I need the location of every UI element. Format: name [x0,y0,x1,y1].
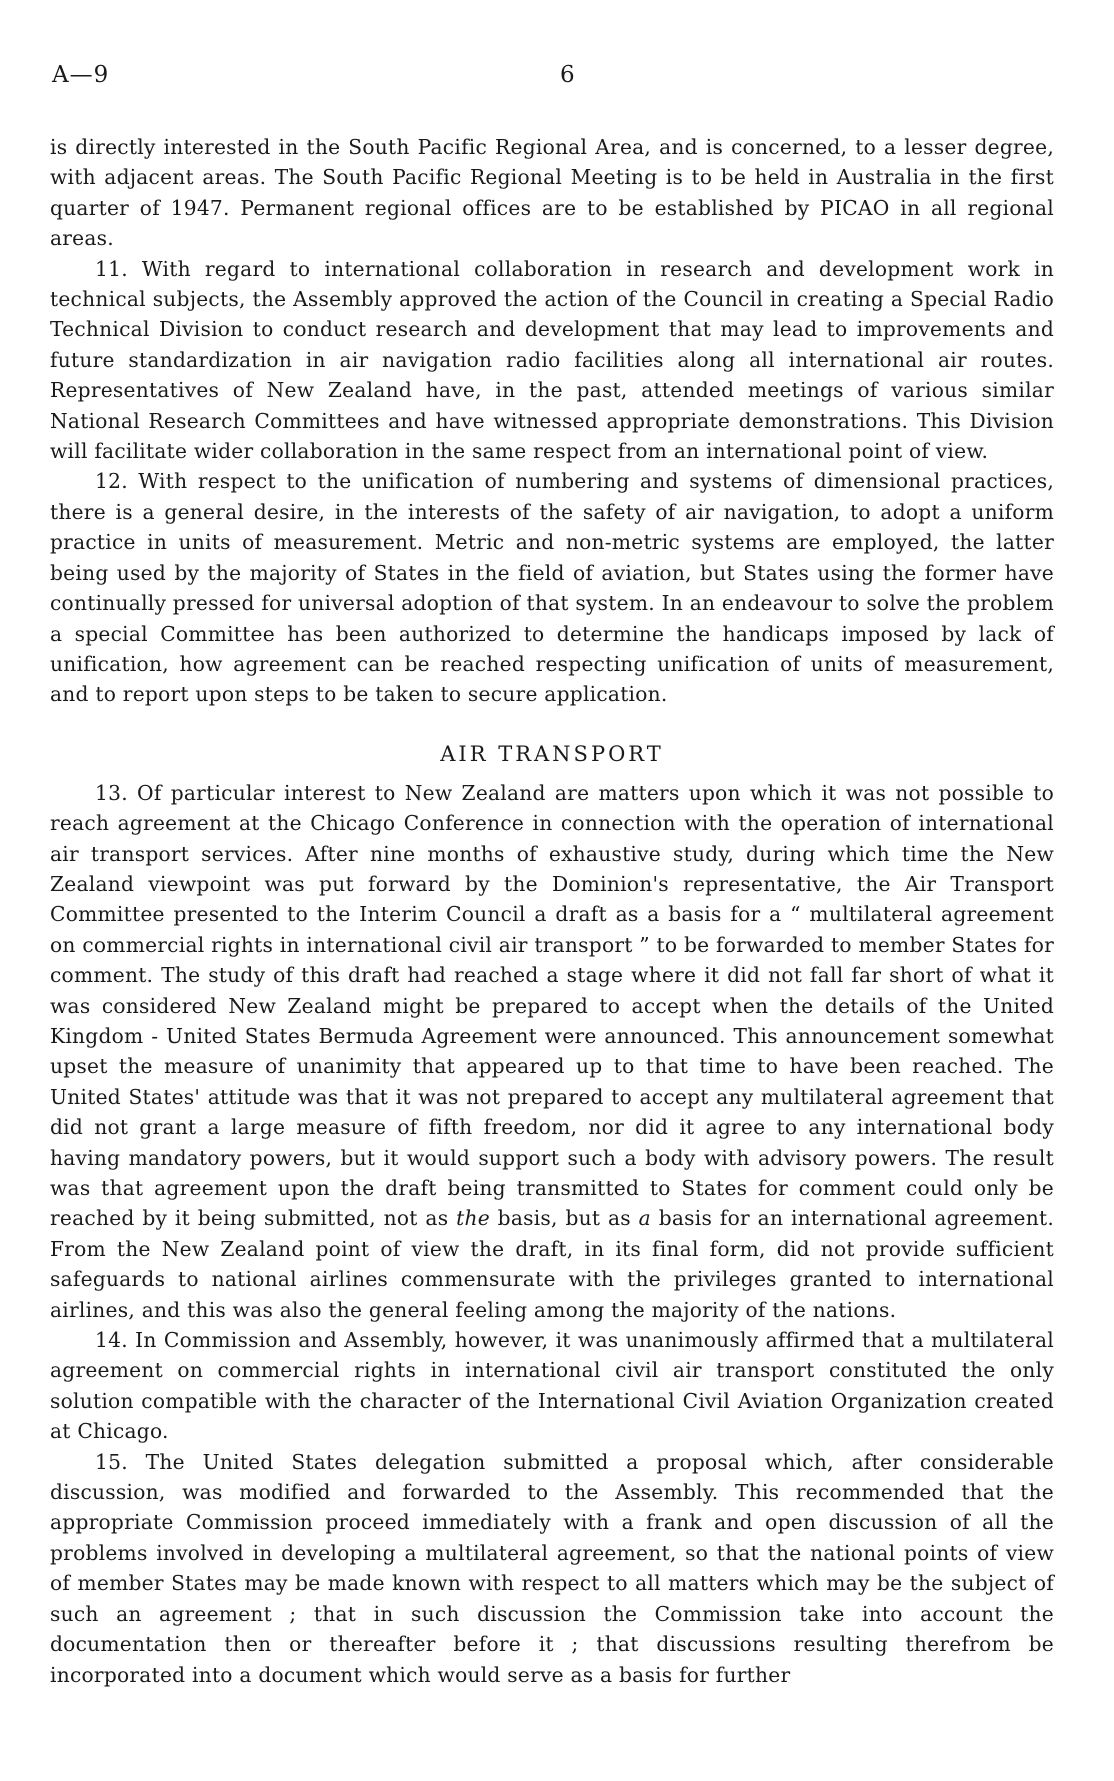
page-number: 6 [560,62,576,88]
paragraph-continuation: is directly interested in the South Pacific Regional Area, and is concerned, to a lesser degree, with adjacent areas. The South Pacific Regional Meeting is to be held in Australia in the first quarter of 1947. Permanent regional offices are to be established by PICAO in all regional areas. [50,135,1054,251]
document-body [50,132,1054,1690]
paragraph-12: 12. With respect to the unification of numbering and systems of dimensional practices, there is a general desire, in the interests of the safety of air navigation, to adopt a uniform practice in units of measurement. Metric and non-metric systems are employed, the latter being used by the majority of States in the field of aviation, but States using the former have continually pressed for universal adoption of that system. In an endeavour to solve the problem a special Committee has been authorized to determine the handicaps imposed by lack of unification, how agreement can be reached respecting unification of units of measurement, and to report upon steps to be taken to secure application. [50,469,1054,707]
paragraph-14: 14. In Commission and Assembly, however, it was unanimously affirmed that a multilateral agreement on commercial rights in international civil air transport constituted the only solution compatible with the character of the International Civil Aviation Organization created at Chicago. [50,1328,1054,1444]
italic-the: the [456,1206,490,1231]
paragraph-13-part-2: basis, but as [489,1206,639,1231]
paragraph-15: 15. The United States delegation submitted a proposal which, after considerable discussion, was modified and forwarded to the Assembly. This recommended that the appropriate Commission proceed immediately with a frank and open discussion of all the problems involved in developing a multilateral agreement, so that the national points of view of member States may be made known with respect to all matters which may be the subject of such an agreement ; that in such discussion the Commission take into account the documentation then or thereafter before it ; that discussions resulting therefrom be incorporated into a document which would serve as a basis for further [50,1449,1054,1687]
section-heading-air-transport: AIR TRANSPORT [440,741,664,766]
document-reference: A—9 [52,62,110,88]
italic-a: a [638,1206,651,1231]
page-header [52,62,1054,92]
paragraph-13-part-1: 13. Of particular interest to New Zealand are matters upon which it was not possible to reach agreement at the Chicago Conference in connection with the operation of international air transport services. After nine months of exhaustive study, during which time the New Zealand viewpoint was put forward by the Dominion's representative, the Air Transport Committee presented to the Interim Council a draft as a basis for a “ multilateral agreement on commercial rights in international civil air transport ” to be forwarded to member States for comment. The study of this draft had reached a stage where it did not fall far short of what it was considered New Zealand might be prepared to accept when the details of the United Kingdom - United States Bermuda Agreement were announced. This announcement somewhat upset the measure of unanimity that appeared up to that time to have been reached. The United States' attitude was that it was not prepared to accept any multilateral agreement that did not grant a large measure of fifth freedom, nor did it agree to any international body having mandatory powers, but it would support such a body with advisory powers. The result was that agreement upon the draft being transmitted to States for comment could only be reached by it being submitted, not as [50,780,1054,1231]
paragraph-11: 11. With regard to international collaboration in research and development work in technical subjects, the Assembly approved the action of the Council in creating a Special Radio Technical Division to conduct research and development that may lead to improvements and future standardization in air navigation radio facilities along all international air routes. Representatives of New Zealand have, in the past, attended meetings of various similar National Research Committees and have witnessed appropriate demonstrations. This Division will facilitate wider collaboration in the same respect from an international point of view. [50,256,1054,464]
paragraph-13-part-3: basis for an international agreement. From the New Zealand point of view the draft, in its final form, did not provide sufficient safeguards to national airlines commensurate with the privileges granted to international airlines, and this was also the general feeling among the majority of the nations. [50,1206,1055,1322]
paragraph-13 [50,778,1054,1325]
